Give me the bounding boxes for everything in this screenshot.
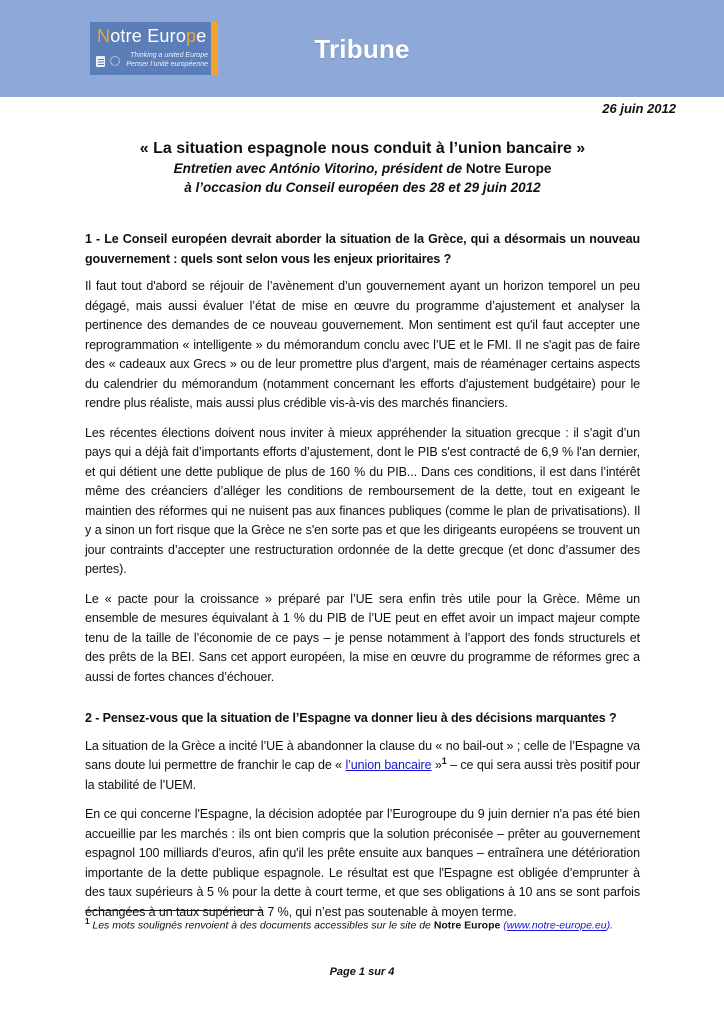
footnote-period: . <box>610 919 613 932</box>
footnote-number: 1 <box>85 917 90 926</box>
logo-word-mid: otre Euro <box>110 26 187 46</box>
q2-answer-paragraph-2: En ce qui concerne l'Espagne, la décision adoptée par l’Eurogroupe du 9 juin dernier n'a pas été bien accueillie par les marchés : ils ont bien compris que la solution préconisée – prêter au gouvernement espagnol 100 milliards d'euros, afin qu'il les prête ensuite aux banques – entraînera une détérioration importante de la dette publique espagnole. Le résultat est que l'Espagne est obligée d’emprunter à des taux supérieurs à 5 % pour la dette à court terme, et que ses obligations à 10 ans se sont parfois échangées à un taux supérieur à 7 %, qui n’est pas soutenable à moyen terme. <box>85 807 640 919</box>
union-bancaire-link[interactable]: l’union bancaire <box>345 758 432 772</box>
footnote-paren-close: ) <box>606 919 611 932</box>
footnote-separator-rule <box>85 910 262 911</box>
article-subtitle-line2: à l’occasion du Conseil européen des 28 et 29 juin 2012 <box>184 180 541 195</box>
footnote-area <box>85 910 640 933</box>
q2-answer-paragraph-1 <box>85 737 640 796</box>
article-subtitle-line1 <box>85 159 640 178</box>
qa-section <box>85 230 640 922</box>
logo-letter-e: e <box>196 26 207 46</box>
footnote-italic-text: Les mots soulignés renvoient à des documents accessibles sur le site de <box>89 919 434 932</box>
logo-tagline-line1: Thinking a united Europe <box>130 52 208 59</box>
footnote-brand-name: Notre Europe <box>433 919 501 932</box>
question-2: 2 - Pensez-vous que la situation de l’Espagne va donner lieu à des décisions marquantes ? <box>85 711 617 725</box>
subtitle-italic-part: Entretien avec António Vitorino, président de <box>173 161 466 176</box>
header-band <box>0 0 724 97</box>
question-1: 1 - Le Conseil européen devrait aborder la situation de la Grèce, qui a désormais un nouveau gouvernement : quels sont selon vous les enjeux prioritaires ? <box>85 232 640 266</box>
footnote-reference-1[interactable]: 1 <box>441 755 447 766</box>
logo-letter-n: N <box>97 26 111 46</box>
document-date: 26 juin 2012 <box>602 101 676 116</box>
q2p1-closing-guillemet: » <box>431 758 442 772</box>
article-title: « La situation espagnole nous conduit à l’union bancaire » <box>139 140 586 157</box>
footer-page-number: Page 1 sur 4 <box>329 966 395 978</box>
footnote-text <box>85 915 640 933</box>
q1-answer-paragraph-3: Le « pacte pour la croissance » préparé par l’UE sera enfin très utile pour la Grèce. Même un ensemble de mesures équivalant à 1 % du PIB de l’UE peut en effet avoir un impact majeur compte tenu de la taille de l’économie de ce pays – je pense notamment à l’apport des fonds structurels et des prêts de la BEI. Sans cet apport européen, la mise en œuvre du programme de réformes grec a aussi de fortes chances d’échouer. <box>85 591 640 684</box>
logo-tagline-line2: Penser l’unité européenne <box>126 60 208 68</box>
q2p1-text-after-ref: – ce qui sera aussi très positif pour la stabilité de l’UEM. <box>85 758 641 792</box>
q1-answer-paragraph-2: Les récentes élections doivent nous inviter à mieux appréhender la situation grecque : il s’agit d’un pays qui a déjà fait d’importants efforts d’ajustement, dont le PIB s'est contracté de 6,9 % l'an dernier, et qui détient une dette publique de plus de 160 % du PIB... Dans ces conditions, il est dans l’intérêt même des créanciers d’alléger les conditions de remboursement de la dette, tout en exigeant le maintien des réformes qui ne nuisent pas aux finances publiques (comme le plan de privatisations). Il y a sinon un fort risque que la Grèce ne s'en sorte pas et que les dirigeants européens se trouvent un jour contraints d’accepter une restructuration ordonnée de la dette grecque (et donc d’assumer des pertes). <box>85 425 640 576</box>
q2p1-text-before-link: La situation de la Grèce a incité l’UE à abandonner la clause du « no bail-out » ; celle de l’Espagne va sans doute lui permettre de franchir le cap de « <box>85 738 640 772</box>
document-content <box>85 138 640 932</box>
logo-letter-p: p <box>186 26 197 46</box>
subtitle-brand-name: Notre Europe <box>465 161 552 176</box>
q1-answer-paragraph-1: Il faut tout d'abord se réjouir de l’avènement d’un gouvernement ayant un horizon temporel un peu dégagé, mais aussi évaluer l’état de mise en œuvre du programme d’ajustement et analyser la pertinence des demandes de ce nouveau gouvernement. Mon sentiment est qu'il faut accepter une reprogrammation « intelligente » du mémorandum conclu avec l’UE et le FMI. Il ne s'agit pas de faire des « cadeaux aux Grecs » ou de leur promettre plus d'argent, mais de réaménager certains aspects du calendrier du mémorandum (notamment concernant les efforts d'ajustement budgétaire) pour le rendre plus réaliste, mais aussi plus crédible vis-à-vis des marchés financiers. <box>85 279 640 410</box>
banner-title: Tribune <box>314 34 410 64</box>
notre-europe-url-link[interactable]: www.notre-europe.eu <box>506 919 607 932</box>
footnote-paren-open: ( <box>500 919 507 932</box>
